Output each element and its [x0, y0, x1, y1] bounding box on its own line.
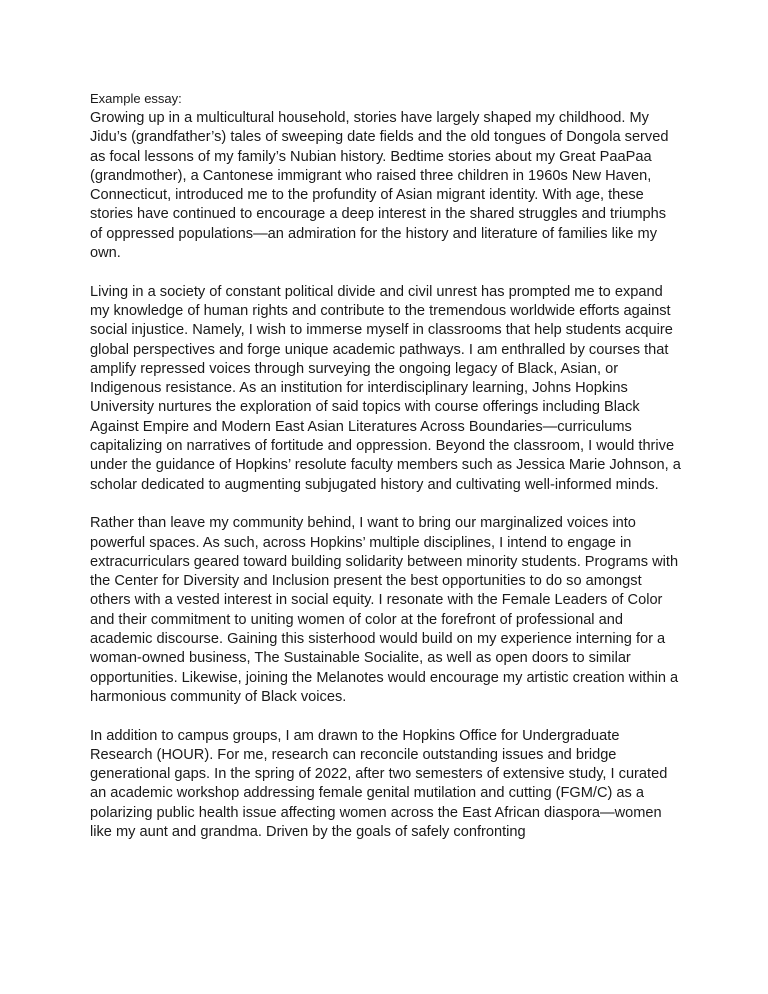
essay-paragraph-3: Rather than leave my community behind, I want to bring our marginalized voices into powerful spaces. As such, across Hopkins’ multiple disciplines, I intend to engage in extracurriculars geared toward building solidarity between minority students. Programs with the Center for Diversity and Inclusion present the best opportunities to do so amongst others with a vested interest in social equity. I resonate with the Female Leaders of Color and their commitment to uniting women of color at the forefront of professional and academic discourse. Gaining this sisterhood would build on my experience interning for a woman-owned business, The Sustainable Socialite, as well as open doors to similar opportunities. Likewise, joining the Melanotes would encourage my artistic creation within a harmonious community of Black voices.: [90, 515, 679, 705]
essay-label: Example essay:: [90, 91, 182, 106]
essay-paragraph-2: Living in a society of constant political divide and civil unrest has prompted me to expand my knowledge of human rights and contribute to the tremendous worldwide efforts against social injustice. Namely, I wish to immerse myself in classrooms that help students acquire global perspectives and forge unique academic pathways. I am enthralled by courses that amplify repressed voices through surveying the ongoing legacy of Black, Asian, or Indigenous resistance. As an institution for interdisciplinary learning, Johns Hopkins University nurtures the exploration of said topics with course offerings including Black Against Empire and Modern East Asian Literatures Across Boundaries—curriculums capitalizing on narratives of fortitude and oppression. Beyond the classroom, I would thrive under the guidance of Hopkins’ resolute faculty members such as Jessica Marie Johnson, a scholar dedicated to augmenting subjugated history and cultivating well-informed minds.: [90, 283, 681, 493]
essay-paragraph-1: Growing up in a multicultural household, stories have largely shaped my childhood. My Jidu’s (grandfather’s) tales of sweeping date fields and the old tongues of Dongola served as focal lessons of my family’s Nubian history. Bedtime stories about my Great PaaPaa (grandmother), a Cantonese immigrant who raised three children in 1960s New Haven, Connecticut, introduced me to the profundity of Asian migrant identity. With age, these stories have continued to encourage a deep interest in the shared struggles and triumphs of oppressed populations—an admiration for the history and literature of families like my own.: [90, 110, 669, 262]
essay-paragraph-4: In addition to campus groups, I am drawn to the Hopkins Office for Undergraduate Research (HOUR). For me, research can reconcile outstanding issues and bridge generational gaps. In the spring of 2022, after two semesters of extensive study, I curated an academic workshop addressing female genital mutilation and cutting (FGM/C) as a polarizing public health issue affecting women across the East African diaspora—women like my aunt and grandma. Driven by the goals of safely confronting: [90, 727, 668, 840]
essay-page: [90, 91, 682, 862]
